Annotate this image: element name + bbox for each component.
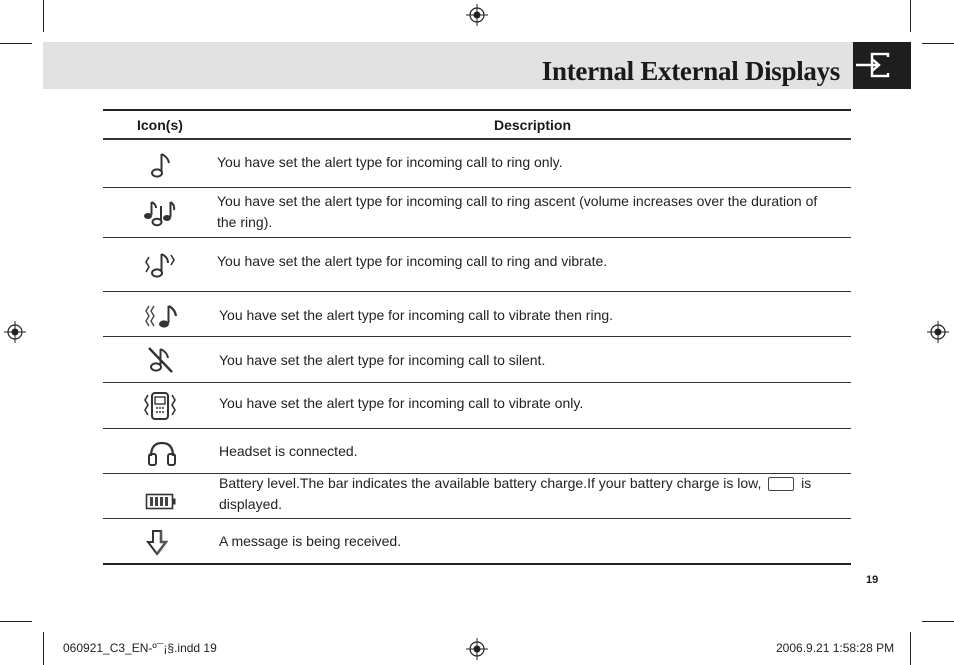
crop-mark bbox=[922, 621, 954, 622]
section-tab bbox=[853, 42, 911, 89]
page-number: 19 bbox=[866, 574, 879, 586]
battery-description-part1: Battery level.The bar indicates the available battery charge.If your battery charge is low, bbox=[219, 475, 766, 491]
down-arrow-icon bbox=[146, 529, 168, 557]
row-description: A message is being received. bbox=[219, 533, 402, 549]
vibrate-phone-icon bbox=[143, 389, 177, 423]
crop-mark bbox=[922, 43, 954, 44]
registration-mark-icon bbox=[466, 4, 488, 26]
battery-description-part2: is displayed. bbox=[219, 475, 812, 512]
registration-mark-icon bbox=[4, 321, 26, 343]
ascending-notes-icon bbox=[142, 196, 176, 230]
crop-mark bbox=[43, 632, 44, 665]
row-description bbox=[219, 473, 829, 515]
row-divider bbox=[103, 336, 851, 337]
row-divider bbox=[103, 382, 851, 383]
row-description: You have set the alert type for incoming call to ring and vibrate. bbox=[217, 253, 608, 269]
vibrate-then-ring-icon bbox=[144, 302, 180, 332]
music-note-icon bbox=[148, 150, 174, 180]
crop-mark bbox=[0, 621, 32, 622]
registration-mark-icon bbox=[466, 638, 488, 660]
crop-mark bbox=[910, 632, 911, 665]
silent-note-icon bbox=[146, 345, 176, 375]
crop-mark bbox=[0, 43, 32, 44]
table-top-rule bbox=[103, 109, 851, 111]
row-divider bbox=[103, 518, 851, 519]
row-divider bbox=[103, 187, 851, 188]
page-title: Internal External Displays bbox=[541, 56, 840, 86]
empty-battery-icon bbox=[768, 477, 794, 491]
row-description: You have set the alert type for incoming call to vibrate then ring. bbox=[219, 307, 614, 323]
row-divider bbox=[103, 291, 851, 292]
row-description: You have set the alert type for incoming call to ring ascent (volume increases over the duration of the ring). bbox=[217, 193, 818, 230]
row-description: You have set the alert type for incoming call to ring only. bbox=[217, 154, 563, 170]
row-description: Headset is connected. bbox=[219, 443, 358, 459]
row-divider bbox=[103, 237, 851, 238]
column-header-description: Description bbox=[494, 117, 572, 133]
crop-mark bbox=[43, 0, 44, 32]
table-header-rule bbox=[103, 138, 851, 140]
headset-icon bbox=[146, 440, 178, 468]
row-divider bbox=[103, 428, 851, 429]
enter-arrow-icon bbox=[853, 42, 911, 89]
crop-mark bbox=[910, 0, 911, 32]
column-header-icons: Icon(s) bbox=[137, 117, 183, 133]
note-vibrate-icon bbox=[144, 249, 176, 281]
footer-filename: 060921_C3_EN-º¯¡§.indd 19 bbox=[63, 641, 217, 655]
footer-timestamp: 2006.9.21 1:58:28 PM bbox=[776, 641, 895, 655]
row-description: You have set the alert type for incoming call to vibrate only. bbox=[219, 395, 584, 411]
battery-icon bbox=[145, 492, 177, 512]
table-bottom-rule bbox=[103, 563, 851, 565]
registration-mark-icon bbox=[927, 321, 949, 343]
row-description: You have set the alert type for incoming call to silent. bbox=[219, 352, 546, 368]
